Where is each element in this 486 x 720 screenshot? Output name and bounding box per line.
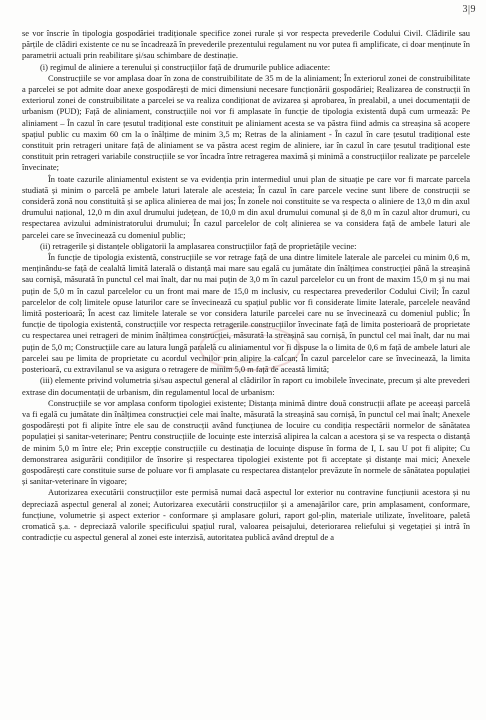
paragraph-volumetry-rules: Construcțiile se vor amplasa conform tipologiei existente; Distanța minimă dintre două construcții aflate pe aceeași parcelă va fi egală cu jumătate din înălțimea construcției cele mai înalte, măsurată la streașină sau cornișă, în punctul cel mai înalt; Anexele gospodărești pot fi alipite între ele sau de construcții având funcțiunea de locuire cu condiția respectării normelor de sănătatea populației și sanitar-veterinare; Pentru construcțiile de locuințe este interzisă alipirea la calcan a acestora și se va respecta o distanță de minim 5,0 m între ele; Prin excepție construcțiile cu destinația de locuințe dispuse în forma de I, L sau U pot fi alipite; Cu demonstrarea asigurării condițiilor de însorire și respectarea tipologiei existente pot fi acceptate și distanțe mai mici; Anexele gospodărești care constituie surse de poluare vor fi amplasate cu respectarea distanțelor prevăzute în normele de sănătatea populației și sanitar-veterinare în vigoare; xyxy=(22,397,470,487)
paragraph-continuation: se vor înscrie în tipologia gospodăriei tradiționale specifice zonei rurale și vor respecta prevederile Codului Civil. Clădirile sau părțile de clădiri existente ce nu se încadrează în prevederile prezentului regulament nu vor putea fi amplificate, ci doar menținute în parametrii actuali prin reabilitare și/sau schimbare de destinație. xyxy=(22,28,470,61)
page-number: 3|9 xyxy=(462,4,476,15)
paragraph-setback-rules: În funcție de tipologia existentă, construcțiile se vor retrage față de una dintre limitele laterale ale parcelei cu minim 0,6 m, menținându-se față de cealaltă limită laterală o distanță mai mare sau egală cu jumătate din înălțimea construcției până la streașină sau cornișă, măsurată în punctul cel mai înalt, dar nu mai puțin de 3,0 m în cazul parcelelor cu un front de maxim 15,0 m și nu mai puțin de 5,0 m în cazul parcelelor cu un front mai mare de 15,0 m inclusiv, cu respectarea prevederilor Codului Civil; În cazul parcelelor de colț limitele opuse laturilor care se învecinează cu spațiul public vor fi considerate limite laterale, parcelele neavând limită posterioară; În acest caz limitele laterale se vor considera laturile parcelei care nu se învecinează cu domeniul public; În funcție de tipologia existentă, construcțiile vor respecta retragerile construcțiilor învecinate față de limita posterioară de proprietate cu respectarea unei retrageri de minim înălțimea construcției, măsurată la streașină sau cornișă, în punctul cel mai înalt, dar nu mai puțin de 5,0 m; Construcțiile care au latura lungă paralelă cu aliniamentul vor fi dispuse la o limita de 0,6 m față de ambele laturi ale parcelei sau pe limita de proprietate cu acordul vecinilor prin alipire la calcan; În cazul parcelelor care se învecinează, la limita posterioară, cu extravilanul se va asigura o retragere de minim 5,0 m față de această limită; xyxy=(22,252,470,375)
section-heading-alignment: (i) regimul de aliniere a terenului și construcțiilor față de drumurile publice adiacente: xyxy=(40,61,331,72)
paragraph-alignment-rules: Construcțiile se vor amplasa doar în zona de construibilitate de 35 m de la aliniament; În exteriorul zonei de construibilitate a parcelei se pot admite doar anexe gospodărești de mici dimensiuni necesare funcționării gospodăriei; Realizarea de construcții în exteriorul zonei de construibilitate a parcelei se va realiza condiționat de avizarea și aprobarea, în prealabil, a unei documentații de urbanism (PUD); Față de aliniament, construcțiile noi vor fi amplasate în funcție de tipologia existentă după cum urmează: Pe aliniament – În cazul în care țesutul tradițional este constituit pe aliniament acesta se va păstra fiind admis ca streașina să acopere spațiul public cu maxim 60 cm la o înălțime de minim 3,5 m; Retras de la aliniament - În cazul în care țesutul tradițional este constituit prin retrageri unitare față de aliniament se va păstra acest regim de aliniere, iar în cazul în care țesutul tradițional este constituit prin retrageri variabile construcțiile se vor încadra între retragerea maximă și minimă a construcțiilor realizate pe parcelele învecinate; xyxy=(22,72,470,173)
paragraph-authorization-rules: Autorizarea executării construcțiilor este permisă numai dacă aspectul lor exterior nu contravine funcțiunii acestora și nu depreciază aspectul general al zonei; Autorizarea executării construcțiilor și a amenajărilor care, prin amplasament, conformare, funcțiune, volumetrie și aspect exterior - conformare și amplasare goluri, raport gol-plin, materiale utilizate, învelitoare, paletă cromatică ș.a. - depreciază valorile specificului spațiul rural, valoarea peisajului, deteriorarea reliefului și vegetației și intră în contradicție cu aspectul general al zonei este interzisă, autoritatea publică având dreptul de a xyxy=(22,487,470,543)
paragraph-alignment-cases: În toate cazurile aliniamentul existent se va evidenția prin intermediul unui plan de situație pe care vor fi marcate parcela studiată și minim o parcelă pe ambele laturi laterale ale acesteia; În cazul în care parcele vecine sunt libere de construcții se consideră zonă nou constituită și se aplica alinierea de mai jos; În zonele noi constituite se va respecta o aliniere de 13,0 m din axul drumului național, 12,0 m din axul drumului județean, de 10,0 m din axul drumului comunal și de 8,0 m în cazul altor drumuri, cu respectarea avizului administratorului drumului; În cazul parcelelor de colț alinierea se va considera față de ambele laturi ale parcelei care se învecinează cu domeniul public; xyxy=(22,173,470,240)
section-heading-volumetry: (iii) elemente privind volumetria și/sau aspectul general al clădirilor în raport cu imobilele învecinate, precum și alte prevederi extrase din documentații de urbanism, din regulamentul local de urbanism: xyxy=(22,375,470,397)
document-body xyxy=(22,28,470,543)
section-heading-setbacks: (ii) retragerile și distanțele obligatorii la amplasarea construcțiilor față de proprietățile vecine: xyxy=(40,240,357,251)
